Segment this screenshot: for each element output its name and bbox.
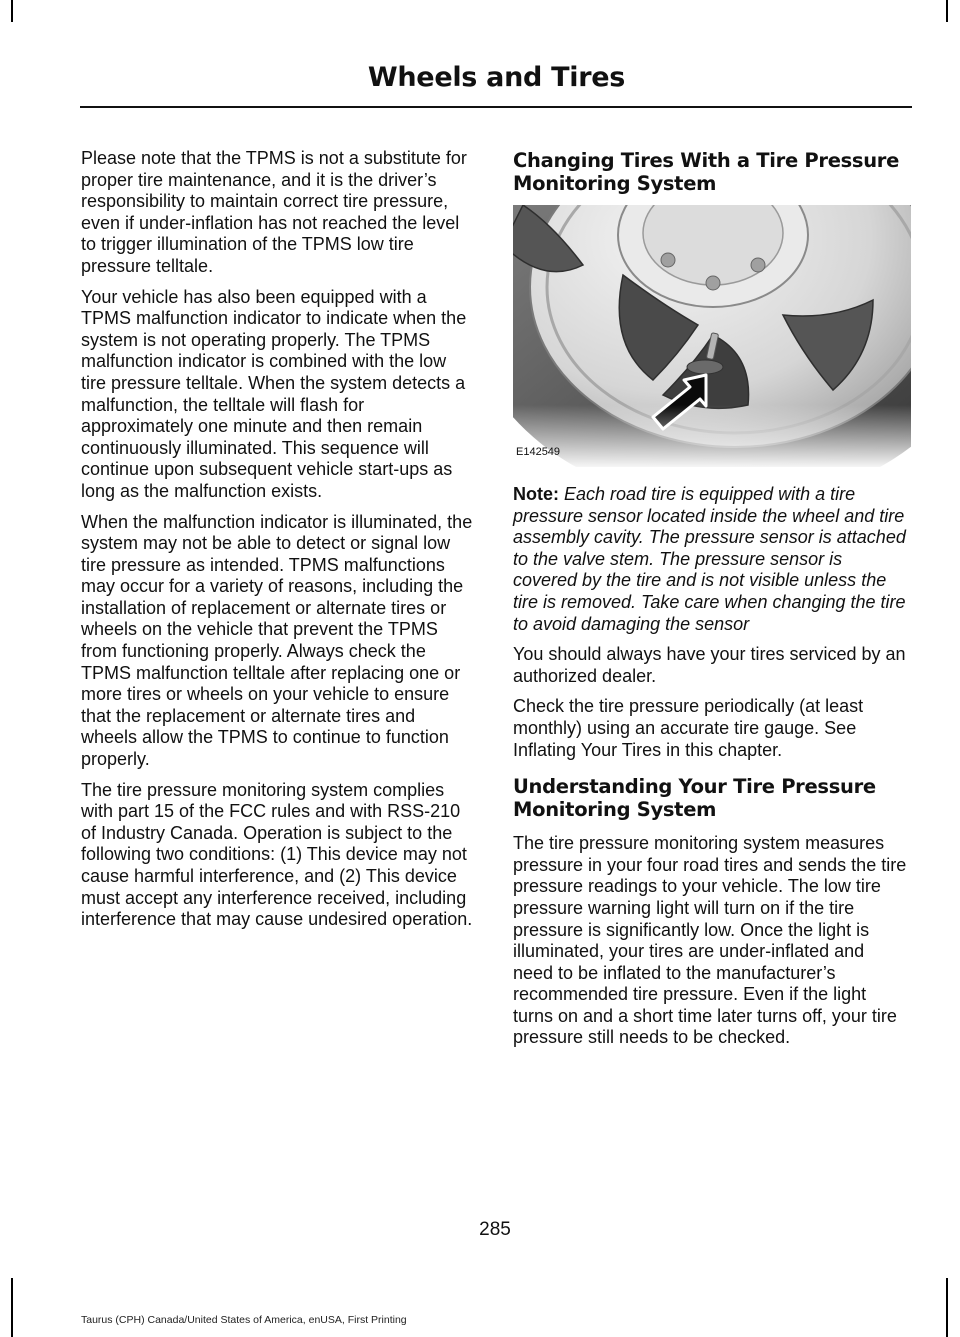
paragraph-fcc-compliance: The tire pressure monitoring system complies with part 15 of the FCC rules and with RSS-210 of Industry Canada. Operation is subject to the following two conditions: (1) This device may not cause harmful interference, and (2) This device must accept any interference received, including interference that may cause undesired operation. [81,779,473,930]
header-divider [80,106,912,108]
crop-mark-top-right [946,0,948,22]
paragraph-tpms-not-substitute: Please note that the TPMS is not a substitute for proper tire maintenance, and it is the driver’s responsibility to maintain correct tire pressure, even if under-inflation has not reached the level to trigger illumination of the TPMS low tire pressure telltale. [81,148,467,276]
wheel-valve-stem-illustration [513,205,911,467]
paragraph-malfunction-indicator: Your vehicle has also been equipped with a TPMS malfunction indicator to indicate when the system is not operating properly. The TPMS malfunction indicator is combined with the low tire pressure telltale. When the system detects a malfunction, the telltale will flash for approximately one minute and then remain continuously illuminated. This sequence will continue upon subsequent vehicle start-ups as long as the malfunction exists. [81,286,467,501]
page-number: 285 [479,1219,511,1240]
page-title: Wheels and Tires [367,62,625,93]
section-heading-understanding-tpms: Understanding Your Tire Pressure Monitoring System [513,775,876,822]
crop-mark-top-left [11,0,13,22]
paragraph-check-pressure: Check the tire pressure periodically (at least monthly) using an accurate tire gauge. See Inflating Your Tires in this chapter. [513,696,864,760]
section-heading-changing-tires: Changing Tires With a Tire Pressure Monitoring System [513,149,900,195]
right-column [513,148,908,1058]
paragraph-malfunction-illuminated: When the malfunction indicator is illuminated, the system may not be able to detect or signal low tire pressure as intended. TPMS malfunctions may occur for a variety of reasons, including the installation of replacement or alternate tires or wheels on the vehicle that prevent the TPMS from functioning properly. Always check the TPMS malfunction telltale after replacing one or more tires or wheels on your vehicle to ensure that the replacement or alternate tires and wheels allow the TPMS to continue to function properly. [81,511,473,770]
wheel-illustration-svg [513,205,911,467]
paragraph-serviced-by-dealer: You should always have your tires serviced by an authorized dealer. [513,644,906,686]
paragraph-tpms-measures: The tire pressure monitoring system measures pressure in your four road tires and sends the tire pressure readings to your vehicle. The low tire pressure warning light will turn on if the tire pressure is significantly low. Once the light is illuminated, your tires are under-inflated and need to be inflated to the manufacturer’s recommended tire pressure. Even if the light turns on and a short time later turns off, your tire pressure still needs to be checked. [513,833,907,1048]
note-text: Each road tire is equipped with a tire pressure sensor located inside the wheel and tire assembly cavity. The pressure sensor is attached to the valve stem. The pressure sensor is covered by the tire and is not visible unless the tire is removed. Take care when changing the tire to avoid damaging the sensor [513,484,906,634]
footer-text: Taurus (CPH) Canada/United States of America, enUSA, First Printing [81,1314,407,1326]
note-label: Note: [513,484,559,504]
crop-mark-bottom-left [11,1278,13,1337]
figure-id-label: E142549 [516,446,561,459]
left-column [81,148,476,940]
note-paragraph [513,484,908,635]
crop-mark-bottom-right [946,1278,948,1337]
